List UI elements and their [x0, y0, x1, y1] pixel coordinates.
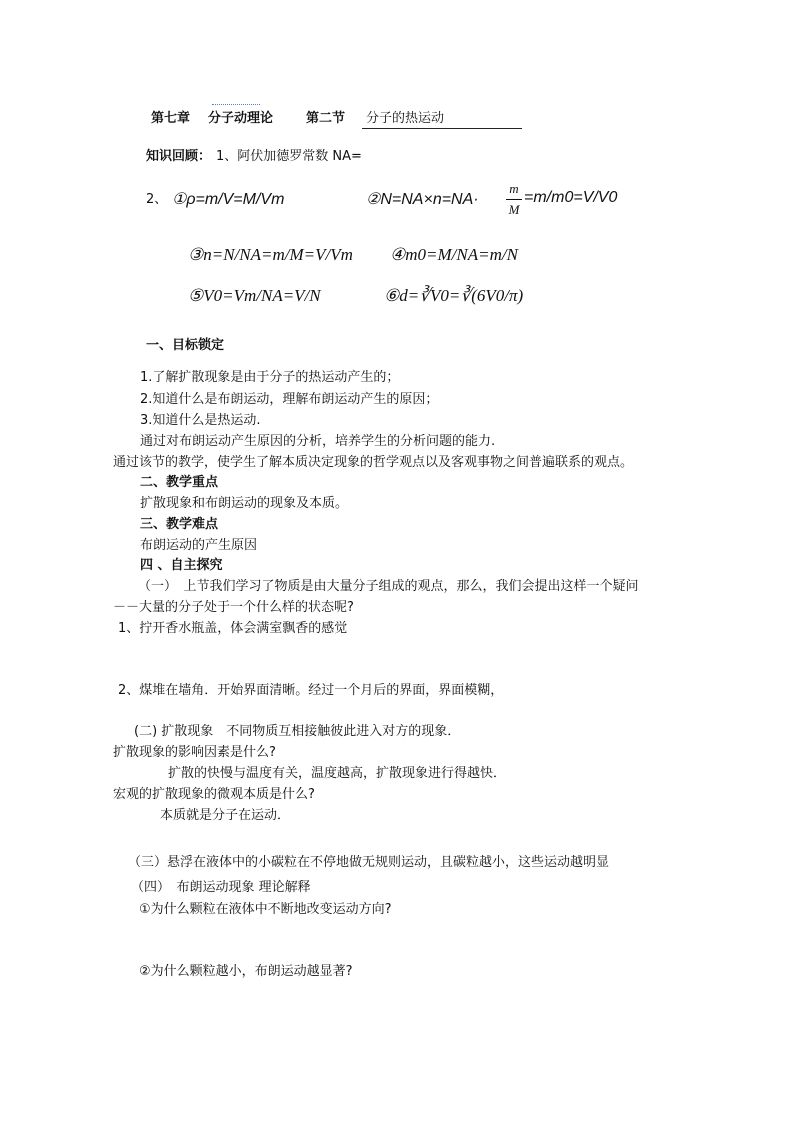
formula-6: ⑥d=∛V0=∛(6V0/π): [384, 286, 524, 305]
goal-3: 3.知道什么是热运动.: [140, 413, 261, 428]
explore-p4-question2: ②为什么颗粒越小，布朗运动越显著?: [139, 964, 353, 979]
fraction-bar: [506, 199, 522, 200]
goal-5: 通过该节的教学，使学生了解本质决定现象的哲学观点以及客观事物之间普遍联系的观点。: [113, 455, 634, 470]
key-points-heading: 二、教学重点: [140, 475, 219, 490]
section-label: 第二节: [306, 111, 346, 126]
chapter-title: 分子动理论: [208, 111, 274, 126]
explore-p4-line1: （四） 布朗运动现象 理论解释: [131, 880, 311, 895]
section-title: 分子的热运动: [366, 111, 445, 126]
diffusion-line1: (二) 扩散现象 不同物质互相接触彼此进入对方的现象．: [134, 724, 461, 739]
formula-2-denominator: M: [508, 202, 520, 217]
review-item-2-label: 2、: [146, 192, 168, 207]
explore-heading: 四 、自主探究: [140, 558, 223, 573]
formula-1: ①ρ=m/V=M/Vm: [172, 191, 285, 208]
chapter-label: 第七章: [151, 111, 191, 126]
formula-5: ⑤V0=Vm/NA=V/N: [188, 286, 321, 305]
goals-heading: 一、目标锁定: [146, 338, 225, 353]
spellcheck-underline: [212, 104, 260, 109]
difficulty-heading: 三、教学难点: [140, 517, 219, 532]
diffusion-line5: 本质就是分子在运动．: [160, 808, 291, 823]
diffusion-line2: 扩散现象的影响因素是什么?: [113, 745, 276, 760]
review-heading: 知识回顾：: [146, 149, 212, 164]
explore-p4-question1: ①为什么颗粒在液体中不断地改变运动方向?: [139, 902, 392, 917]
explore-p1-item2: 2、煤堆在墙角．开始界面清晰。经过一个月后的界面，界面模糊，: [118, 683, 504, 698]
formula-2-numerator: m: [509, 181, 519, 196]
diffusion-line4: 宏观的扩散现象的微观本质是什么?: [113, 787, 315, 802]
goal-1: 1.了解扩散现象是由于分子的热运动产生的；: [140, 370, 400, 385]
title-underline: [362, 128, 522, 129]
explore-p1-line2: －－大量的分子处于一个什么样的状态呢?: [113, 600, 354, 615]
formula-3: ③n=N/NA=m/M=V/Vm: [188, 245, 353, 264]
key-points-text: 扩散现象和布朗运动的现象及本质。: [140, 496, 349, 511]
formula-2b: =m/m0=V/V0: [524, 189, 618, 206]
goal-4: 通过对布朗运动产生原因的分析，培养学生的分析问题的能力.: [140, 434, 496, 449]
goal-2: 2.知道什么是布朗运动，理解布朗运动产生的原因；: [140, 392, 439, 407]
explore-p1-item1: 1、拧开香水瓶盖，体会满室飘香的感觉: [118, 621, 348, 636]
formula-2a: ②N=NA×n=NA·: [366, 191, 479, 208]
difficulty-text: 布朗运动的产生原因: [140, 538, 258, 553]
explore-p1-line1: （一） 上节我们学习了物质是由大量分子组成的观点，那么，我们会提出这样一个疑问: [138, 579, 639, 594]
diffusion-line3: 扩散的快慢与温度有关，温度越高，扩散现象进行得越快．: [168, 766, 507, 781]
explore-p3-line1: （三）悬浮在液体中的小碳粒在不停地做无规则运动，且碳粒越小，这些运动越明显: [128, 855, 610, 870]
review-item-1: 1、阿伏加德罗常数 NA=: [216, 149, 362, 164]
formula-4: ④m0=M/NA=m/N: [390, 245, 518, 264]
